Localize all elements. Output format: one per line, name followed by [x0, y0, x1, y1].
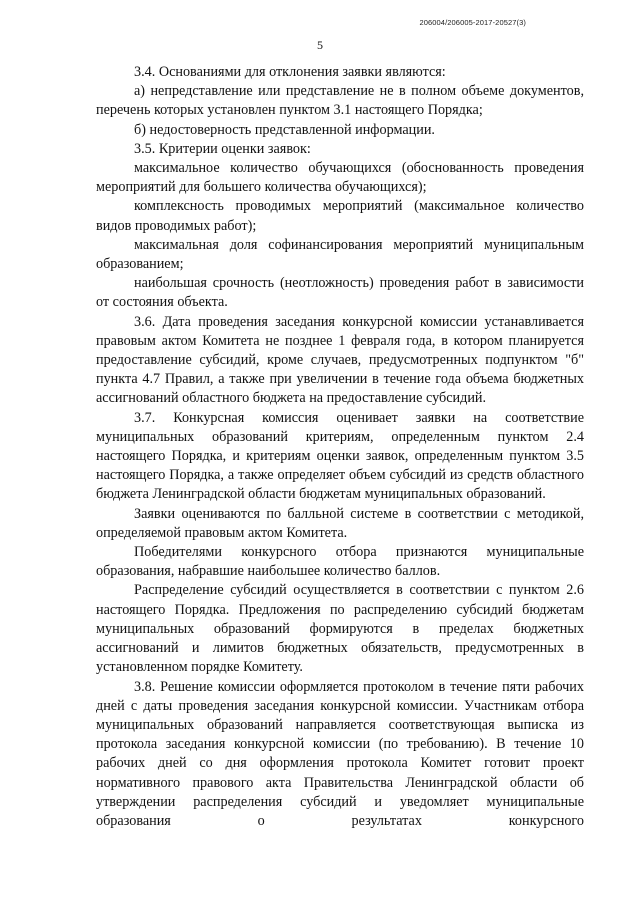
paragraph-3-4-heading: 3.4. Основаниями для отклонения заявки являются:	[134, 64, 446, 80]
page-number: 5	[317, 38, 323, 52]
paragraph-3-6: 3.6. Дата проведения заседания конкурсной комиссии устанавливается правовым актом Комитета не позднее 1 февраля года, в котором планируется предоставление субсидий, кроме случаев, предусмотренных подпунктом "б" пункта 4.7 Правил, а также при увеличении в течение года объема бюджетных ассигнований областного бюджета на предоставление субсидий.	[96, 313, 584, 407]
paragraph-distribution: Распределение субсидий осуществляется в соответствии с пунктом 2.6 настоящего Порядка. Предложения по распределению субсидий бюджетам муниципальных образований формируются в пределах бюджетных ассигнований и лимитов бюджетных обязательств, предусмотренных в установленном порядке Комитету.	[96, 582, 584, 676]
paragraph-3-5-heading: 3.5. Критерии оценки заявок:	[134, 140, 311, 157]
paragraph-3-7: 3.7. Конкурсная комиссия оценивает заявки на соответствие муниципальных образований критериям, определенным пунктом 2.4 настоящего Порядка, и критериям оценки заявок, определенным пунктом 3.5 настоящего Порядка, а также определяет объем субсидий из средств областного бюджета Ленинградской области бюджетам муниципальных образований.	[96, 409, 584, 503]
criterion-students-count: максимальное количество обучающихся (обоснованность проведения мероприятий для большего количества обучающихся);	[96, 160, 584, 196]
paragraph-3-4-b: б) недостоверность представленной информации.	[134, 121, 435, 138]
paragraph-3-4-a: а) непредставление или представление не в полном объеме документов, перечень которых установлен пунктом 3.1 настоящего Порядка;	[96, 83, 584, 119]
paragraph-3-8: 3.8. Решение комиссии оформляется протоколом в течение пяти рабочих дней с даты проведения заседания конкурсной комиссии. Участникам отбора муниципальных образований направляется соответствующая выписка из протокола заседания конкурсной комиссии (по требованию). В течение 10 рабочих дней со дня оформления протокола Комитет готовит проект нормативного правового акта Правительства Ленинградской области об утверждении распределения субсидий и уведомляет муниципальные образования о результатах конкурсного	[96, 678, 584, 829]
paragraph-scoring: Заявки оцениваются по балльной системе в соответствии с методикой, определяемой правовым актом Комитета.	[96, 505, 584, 541]
document-registration-number: 206004/206005-2017-20527(3)	[419, 18, 526, 27]
criterion-complexity: комплексность проводимых мероприятий (максимальное количество видов проводимых работ);	[96, 198, 584, 234]
criterion-cofinancing: максимальная доля софинансирования мероприятий муниципальным образованием;	[96, 236, 584, 273]
paragraph-winners: Победителями конкурсного отбора признаются муниципальные образования, набравшие наибольшее количество баллов.	[96, 544, 584, 580]
document-body	[96, 63, 584, 831]
criterion-urgency: наибольшая срочность (неотложность) проведения работ в зависимости от состояния объекта.	[96, 275, 584, 311]
